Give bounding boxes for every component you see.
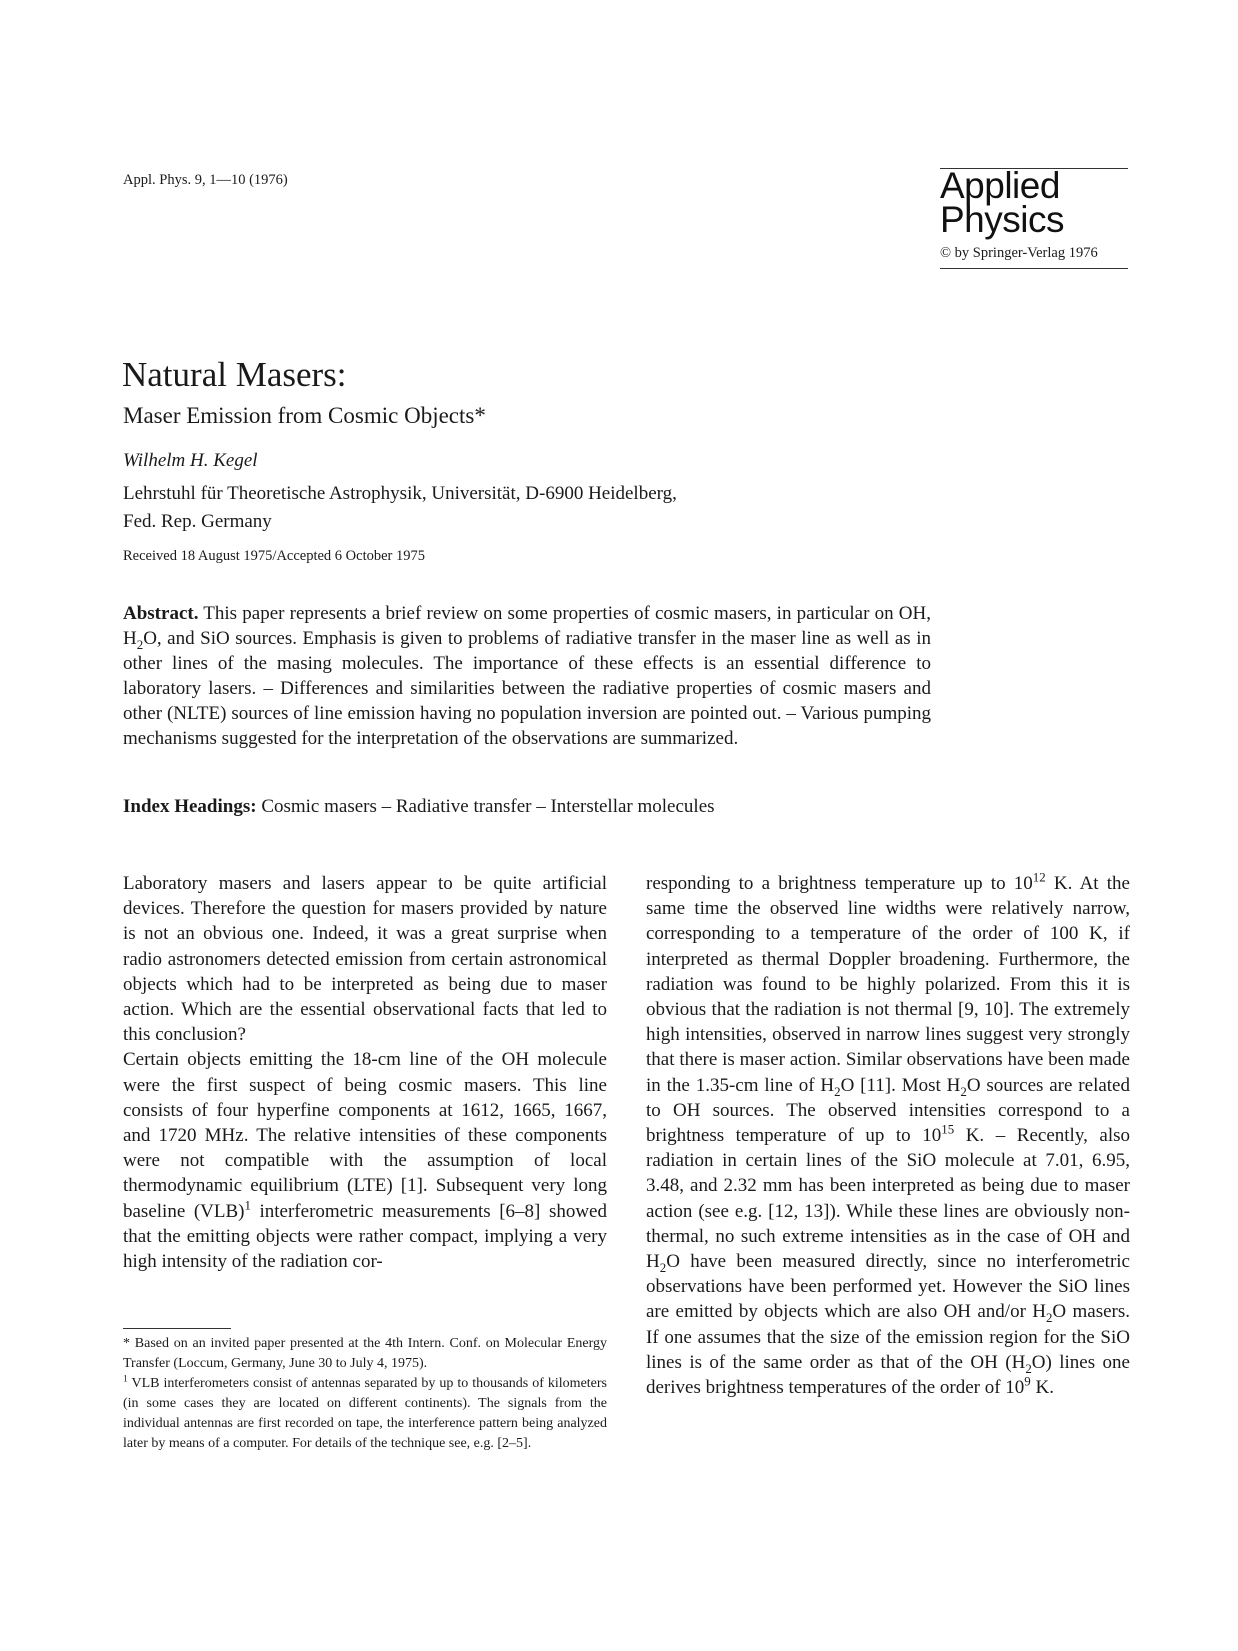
abstract-label: Abstract. bbox=[123, 603, 199, 624]
abstract bbox=[123, 601, 931, 751]
affiliation-line-2: Fed. Rep. Germany bbox=[123, 511, 272, 532]
paragraph-2 bbox=[123, 1047, 607, 1274]
logo-line-applied: Applied bbox=[940, 165, 1060, 206]
left-column bbox=[123, 871, 607, 1274]
paper-subtitle: Maser Emission from Cosmic Objects* bbox=[123, 403, 486, 428]
footnote-rule bbox=[123, 1328, 231, 1329]
p3-text-9: K. bbox=[1030, 1377, 1054, 1399]
received-dates: Received 18 August 1975/Accepted 6 October 1975 bbox=[123, 548, 426, 564]
index-text: Cosmic masers – Radiative transfer – Interstellar molecules bbox=[261, 796, 715, 817]
author-name: Wilhelm H. Kegel bbox=[123, 450, 258, 471]
p3-text-4: O sources are related to OH sources. The observed intensities correspond to a brightness temperature of up to 10 bbox=[646, 1074, 1130, 1147]
logo-line-physics: Physics bbox=[940, 199, 1064, 240]
p3-text-2: K. At the same time the observed line widths were relatively narrow, corresponding to a temperature of the order of 100 K, if interpreted as thermal Doppler broadening. Furthermore, the radiation was found to be highly polarized. From this it is obvious that the radiation is not thermal [9, 10]. The extremely high intensities, observed in narrow lines suggest very strongly that there is maser action. Similar observations have been made in the 1.35-cm line of H bbox=[646, 873, 1130, 1096]
paragraph-2-text-a: Certain objects emitting the 18-cm line of the OH molecule were the first suspect of being cosmic masers. This line consists of four hyperfine components at 1612, 1665, 1667, and 1720 MHz. The relative intensities of these components were not compatible with the assumption of local thermodynamic equilibrium (LTE) [1]. Subsequent very long baseline (VLB) bbox=[123, 1049, 607, 1222]
abstract-text-a: This paper represents a brief review on some properties of cosmic masers, in particular on OH, H bbox=[123, 603, 931, 649]
sup-15: 15 bbox=[941, 1121, 955, 1137]
footnote-star bbox=[123, 1334, 607, 1374]
subscript-2: 2 bbox=[960, 1083, 967, 1099]
subscript-2: 2 bbox=[1025, 1360, 1032, 1376]
logo-bottom-rule bbox=[940, 268, 1128, 269]
right-column bbox=[646, 871, 1130, 1400]
p3-text-7: O masers. If one assumes that the size of the emission region for the SiO lines is of the same order as that of the OH (H bbox=[646, 1301, 1130, 1373]
p3-text-8: O) lines one derives brightness temperatures of the order of 10 bbox=[646, 1351, 1130, 1399]
paragraph-1: Laboratory masers and lasers appear to be quite artificial devices. Therefore the question for masers provided by nature is not an obvious one. Indeed, it was a great surprise when radio astronomers detected emission from certain astronomical objects which had to be interpreted as being due to maser action. Which are the essential observational facts that led to this conclusion? bbox=[123, 873, 607, 1046]
footnote-1 bbox=[123, 1374, 607, 1454]
paragraph-3 bbox=[646, 871, 1130, 1400]
paper-title: Natural Masers: bbox=[122, 355, 347, 394]
footnote-1-mark: 1 bbox=[123, 1374, 128, 1385]
subscript-2: 2 bbox=[1045, 1310, 1053, 1326]
footnote-star-mark: * bbox=[123, 1336, 130, 1351]
affiliation-line-1: Lehrstuhl für Theoretische Astrophysik, Universität, D-6900 Heidelberg, bbox=[123, 483, 677, 504]
footnote-ref-1: 1 bbox=[244, 1197, 251, 1213]
p3-text-1: responding to a brightness temperature up to 10 bbox=[646, 873, 1033, 894]
author-affiliation bbox=[123, 480, 677, 536]
footnote-1-text: VLB interferometers consist of antennas separated by up to thousands of kilometers (in some cases they are located on different continents). The signals from the individual antennas are first recorded on tape, the interference pattern being analyzed later by means of a computer. For details of the technique see, e.g. [2–5]. bbox=[123, 1376, 607, 1451]
abstract-text-b: O, and SiO sources. Emphasis is given to problems of radiative transfer in the maser line as well as in other lines of the masing molecules. The importance of these effects is an essential difference to laboratory lasers. – Differences and similarities between the radiative properties of cosmic masers and other (NLTE) sources of line emission having no population inversion are pointed out. – Various pumping mechanisms suggested for the interpretation of the observations are summarized. bbox=[123, 628, 931, 749]
footnote-star-text: Based on an invited paper presented at the 4th Intern. Conf. on Molecular Energy Transfer (Loccum, Germany, June 30 to July 4, 1975). bbox=[123, 1336, 607, 1371]
journal-logo bbox=[940, 165, 1128, 269]
p3-text-3: O [11]. Most H bbox=[840, 1074, 961, 1096]
sup-9: 9 bbox=[1024, 1373, 1031, 1389]
p3-text-6: O have been measured directly, since no interferometric observations have been performed yet. However the SiO lines are emitted by objects which are also OH and/or H bbox=[646, 1251, 1130, 1323]
index-headings bbox=[123, 796, 715, 818]
subscript-2: 2 bbox=[834, 1083, 841, 1099]
p3-text-5: K. – Recently, also radiation in certain lines of the SiO molecule at 7.01, 6.95, 3.48, and 2.32 mm has been interpreted as being due to maser action (see e.g. [12, 13]). While these lines are obviously non-thermal, no such extreme intensities as in the case of OH and H bbox=[646, 1125, 1130, 1273]
subscript-2: 2 bbox=[659, 1259, 667, 1275]
paragraph-2-text-b: interferometric measurements [6–8] showed that the emitting objects were rather compact, implying a very high intensity of the radiation cor- bbox=[123, 1200, 607, 1273]
index-label: Index Headings: bbox=[123, 796, 257, 817]
journal-citation: Appl. Phys. 9, 1—10 (1976) bbox=[123, 172, 288, 188]
footnotes bbox=[123, 1334, 607, 1454]
subscript-2: 2 bbox=[136, 636, 144, 652]
copyright-notice: © by Springer-Verlag 1976 bbox=[940, 245, 1098, 261]
sup-12: 12 bbox=[1032, 869, 1046, 885]
